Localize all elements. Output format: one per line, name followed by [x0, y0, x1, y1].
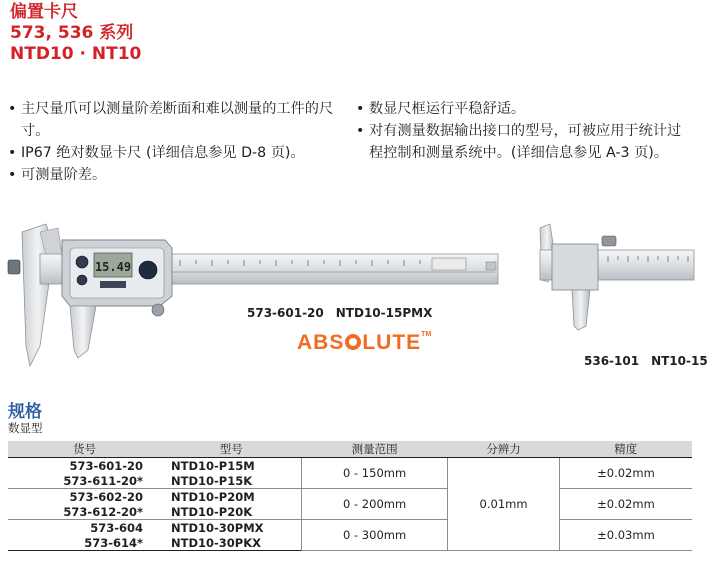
feature-text: 可测量阶差。	[21, 167, 107, 183]
column-header: 精度	[559, 441, 692, 458]
feature-item	[8, 142, 348, 164]
item-code-cell: 573-614*	[8, 535, 161, 551]
item-code-cell: 573-602-20	[69, 489, 143, 504]
bullet-dot: •	[8, 101, 17, 117]
logo-text-right: LUTE	[362, 331, 422, 354]
accuracy-cell: ±0.03mm	[559, 520, 692, 551]
model-cell: NTD10-30PMX	[171, 520, 264, 535]
column-header: 测量范围	[302, 441, 448, 458]
bullet-dot: •	[8, 167, 17, 183]
absolute-logo	[297, 331, 431, 355]
bullet-dot: •	[8, 145, 17, 161]
feature-text: IP67 绝对数显卡尺 (详细信息参见 D-8 页)。	[21, 145, 305, 161]
item-code-cell: 573-611-20*	[8, 473, 161, 489]
resolution-cell: 0.01mm	[448, 458, 560, 551]
title-line-2: 573, 536 系列	[10, 23, 134, 43]
model-cell: NTD10-P20M	[171, 489, 255, 504]
item-code-cell: 573-612-20*	[8, 504, 161, 520]
logo-trademark: TM	[421, 331, 432, 338]
table-header-row	[8, 441, 692, 458]
spec-table	[8, 441, 692, 551]
accuracy-cell: ±0.02mm	[559, 489, 692, 520]
logo-text-left: ABS	[297, 331, 345, 354]
bullet-dot: •	[356, 123, 365, 139]
vernier-caliper-image	[512, 222, 694, 342]
main-caliper-model-label: 573-601-20 NTD10-15PMX	[247, 306, 433, 320]
logo-o-icon	[345, 334, 361, 350]
title-line-1: 偏置卡尺	[10, 2, 78, 22]
bullet-dot: •	[356, 101, 365, 117]
column-header: 分辨力	[448, 441, 560, 458]
spec-heading: 规格	[8, 402, 42, 422]
range-cell: 0 - 200mm	[302, 489, 448, 520]
display-reading: 15.49	[94, 260, 132, 274]
feature-list-left	[8, 98, 348, 186]
range-cell: 0 - 150mm	[302, 458, 448, 489]
feature-text: 对有测量数据输出接口的型号，可被应用于统计过程控制和测量系统中。(详细信息参见 A-3 页)。	[369, 123, 682, 161]
title-line-3: NTD10 · NT10	[10, 44, 142, 64]
table-row	[8, 520, 692, 536]
feature-text: 数显尺框运行平稳舒适。	[369, 101, 526, 117]
side-caliper-model-label: 536-101 NT10-15	[584, 354, 708, 368]
page-title	[10, 2, 141, 65]
feature-item	[356, 120, 690, 164]
feature-item	[8, 98, 348, 142]
model-cell: NTD10-30PKX	[161, 535, 302, 551]
item-code-cell: 573-604	[90, 520, 143, 535]
feature-list-right	[356, 98, 690, 164]
range-cell: 0 - 300mm	[302, 520, 448, 551]
feature-text: 主尺量爪可以测量阶差断面和难以测量的工件的尺寸。	[21, 101, 334, 139]
accuracy-cell: ±0.02mm	[559, 458, 692, 489]
feature-item	[8, 164, 348, 186]
spec-subheading: 数显型	[8, 421, 43, 435]
model-cell: NTD10-P20K	[161, 504, 302, 520]
column-header: 货号	[8, 441, 161, 458]
table-row	[8, 489, 692, 505]
table-row	[8, 458, 692, 474]
model-cell: NTD10-P15M	[161, 458, 302, 474]
column-header: 型号	[161, 441, 302, 458]
item-code-cell: 573-601-20	[8, 458, 161, 474]
feature-item	[356, 98, 690, 120]
model-cell: NTD10-P15K	[161, 473, 302, 489]
